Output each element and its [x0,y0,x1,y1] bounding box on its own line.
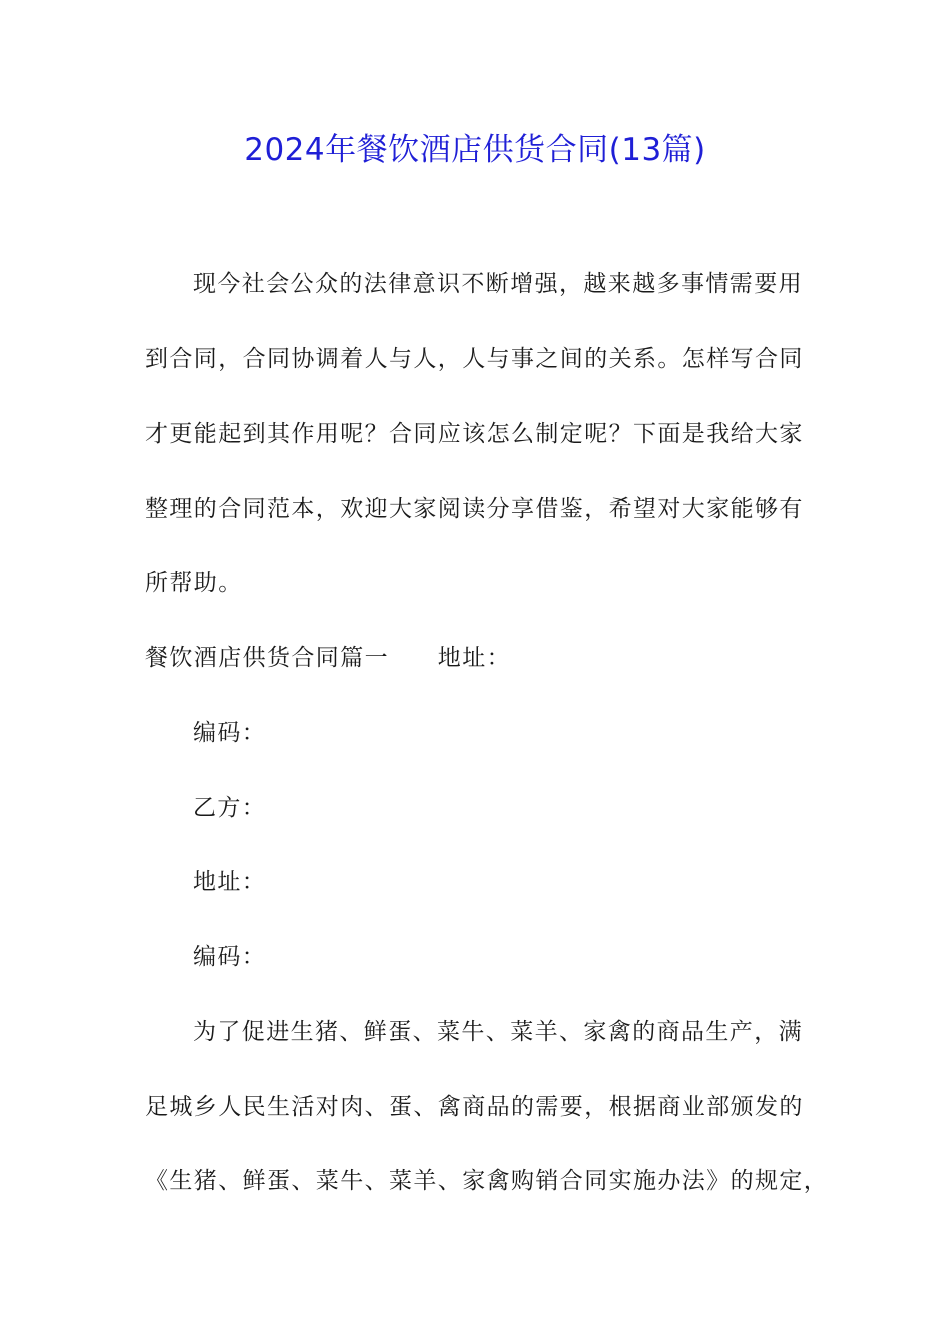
body-line-2: 足城乡人民生活对肉、蛋、禽商品的需要，根据商业部颁发的 [145,1094,804,1120]
intro-line-5: 所帮助。 [145,570,243,596]
intro-line-4: 整理的合同范本，欢迎大家阅读分享借鉴，希望对大家能够有 [145,496,804,522]
field-code-1: 编码： [193,720,267,746]
body-line-3: 《生猪、鲜蛋、菜牛、菜羊、家禽购销合同实施办法》的规定， [145,1168,829,1194]
field-party-b: 乙方： [193,795,267,821]
field-code-2: 编码： [193,944,267,970]
intro-line-3: 才更能起到其作用呢？合同应该怎么制定呢？下面是我给大家 [145,421,804,447]
body-line-1: 为了促进生猪、鲜蛋、菜牛、菜羊、家禽的商品生产，满 [193,1019,803,1045]
section-heading: 餐饮酒店供货合同篇一 地址： [145,645,511,671]
intro-line-1: 现今社会公众的法律意识不断增强，越来越多事情需要用 [193,271,803,297]
field-address: 地址： [193,869,267,895]
document-title: 2024年餐饮酒店供货合同(13篇) [244,132,706,168]
intro-line-2: 到合同，合同协调着人与人，人与事之间的关系。怎样写合同 [145,346,804,372]
